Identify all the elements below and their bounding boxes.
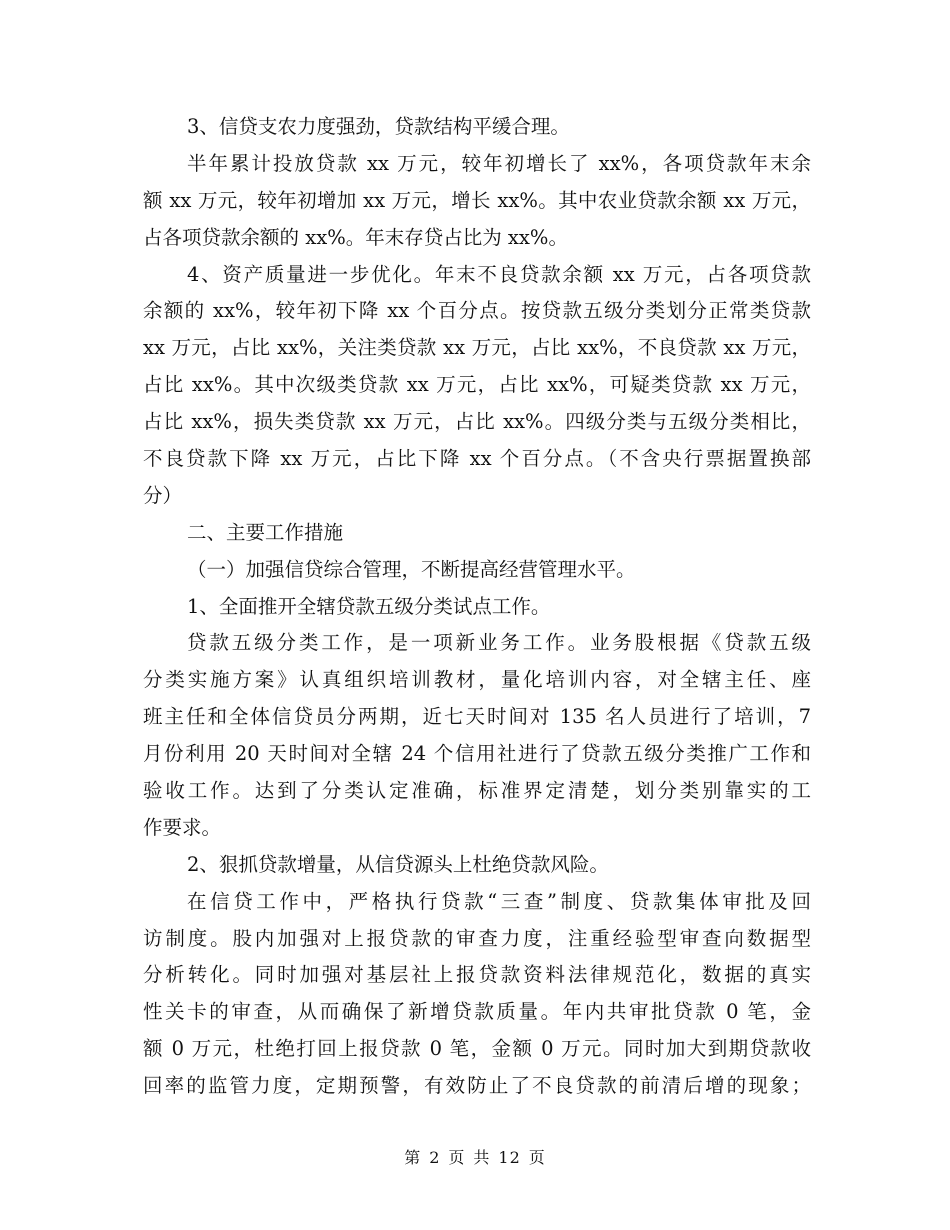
- text-line: 不良贷款下降 xx 万元，占比下降 xx 个百分点。（不含央行票据置换部: [143, 447, 811, 471]
- text-line: 贷款五级分类工作，是一项新业务工作。业务股根据《贷款五级: [187, 631, 811, 655]
- text-line: 访制度。股内加强对上报贷款的审查力度，注重经验型审查向数据型: [143, 926, 811, 950]
- text-line: （一）加强信贷综合管理，不断提高经营管理水平。: [187, 557, 636, 581]
- text-line: 4、资产质量进一步优化。年末不良贷款余额 xx 万元，占各项贷款: [187, 262, 811, 286]
- text-line: 月份利用 20 天时间对全辖 24 个信用社进行了贷款五级分类推广工作和: [143, 742, 811, 766]
- text-line: 分类实施方案》认真组织培训教材，量化培训内容，对全辖主任、座: [143, 668, 811, 692]
- text-line: 在信贷工作中，严格执行贷款“三查”制度、贷款集体审批及回: [187, 889, 811, 913]
- text-line: 班主任和全体信贷员分两期，近七天时间对 135 名人员进行了培训，7: [143, 705, 811, 729]
- text-line: 分析转化。同时加强对基层社上报贷款资料法律规范化，数据的真实: [143, 963, 811, 987]
- page-footer: [0, 1145, 950, 1168]
- text-line: 余额的 xx%，较年初下降 xx 个百分点。按贷款五级分类划分正常类贷款: [143, 299, 811, 323]
- text-line: 2、狠抓贷款增量，从信贷源头上杜绝贷款风险。: [187, 852, 609, 876]
- document-body: [143, 109, 811, 1105]
- text-line: xx 万元，占比 xx%，关注类贷款 xx 万元，占比 xx%，不良贷款 xx 万元，: [143, 336, 811, 360]
- text-line: 性关卡的审查，从而确保了新增贷款质量。年内共审批贷款 0 笔，金: [143, 1000, 811, 1024]
- footer-total-word: 共: [473, 1148, 491, 1167]
- footer-current-page: 2: [429, 1148, 441, 1167]
- text-line: 半年累计投放贷款 xx 万元，较年初增长了 xx%，各项贷款年末余: [187, 151, 811, 175]
- footer-page-unit: 页: [448, 1148, 466, 1167]
- text-line: 验收工作。达到了分类认定准确，标准界定清楚，划分类别靠实的工: [143, 779, 811, 803]
- footer-prefix: 第: [404, 1148, 422, 1167]
- text-line: 额 xx 万元，较年初增加 xx 万元，增长 xx%。其中农业贷款余额 xx 万元，: [143, 188, 811, 212]
- text-line: 1、全面推开全辖贷款五级分类试点工作。: [187, 594, 551, 618]
- text-line: 占比 xx%，损失类贷款 xx 万元，占比 xx%。四级分类与五级分类相比，: [143, 410, 811, 434]
- text-line: 二、主要工作措施: [187, 520, 344, 544]
- footer-total-pages: 12: [498, 1148, 521, 1167]
- text-line: 额 0 万元，杜绝打回上报贷款 0 笔，金额 0 万元。同时加大到期贷款收: [143, 1037, 811, 1061]
- text-line: 作要求。: [143, 815, 222, 839]
- text-line: 占各项贷款余额的 xx%。年末存贷占比为 xx%。: [143, 225, 568, 249]
- text-line: 分）: [143, 483, 183, 507]
- text-line: 回率的监管力度，定期预警，有效防止了不良贷款的前清后增的现象；: [143, 1074, 811, 1098]
- text-line: 3、信贷支农力度强劲，贷款结构平缓合理。: [187, 115, 570, 138]
- text-line: 占比 xx%。其中次级类贷款 xx 万元，占比 xx%，可疑类贷款 xx 万元，: [143, 373, 811, 397]
- footer-suffix: 页: [528, 1148, 546, 1167]
